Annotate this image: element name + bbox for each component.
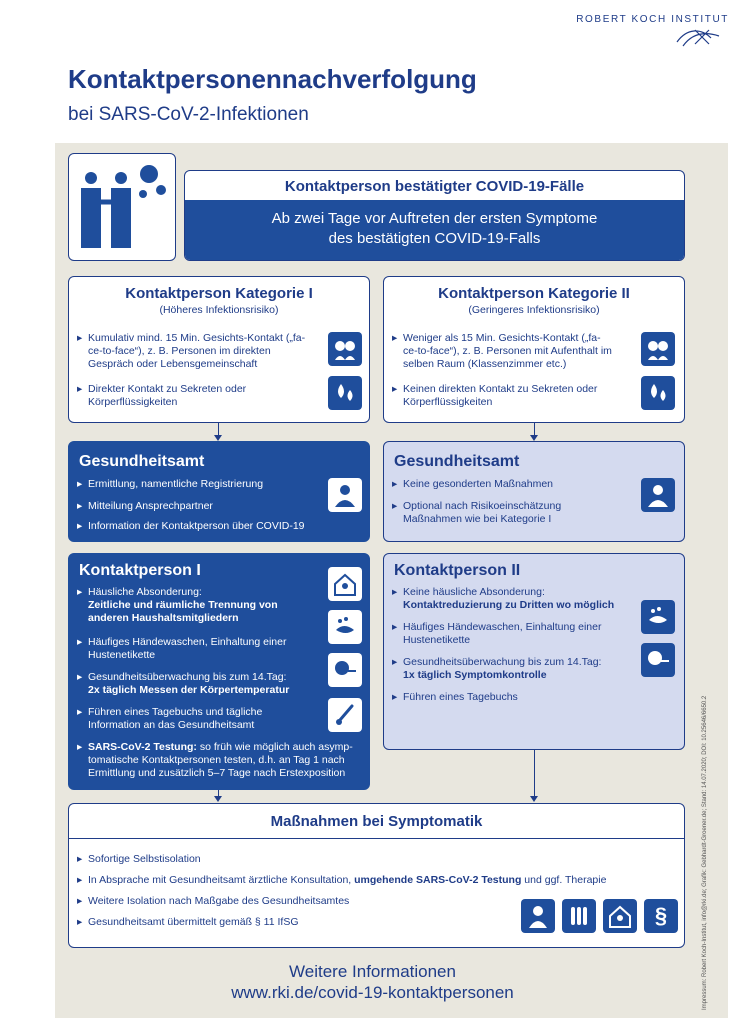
health-office-1-bullet-3: ▸ Information der Kontaktperson über COVID-19 bbox=[88, 520, 305, 533]
category-1-bullet-1-line-2: ce-to-face“), z. B. Personen im direkten bbox=[88, 345, 271, 357]
contact-person-2-bullet-2-line-2: Hustenetikette bbox=[403, 634, 471, 646]
category-2-box bbox=[383, 276, 685, 423]
contact-person-1-bullet-5-line-1: so früh wie möglich auch asymp- bbox=[196, 741, 353, 753]
contact-person-1-bullet-3 bbox=[88, 671, 328, 697]
category-2-title: Kontaktperson Kategorie II bbox=[438, 285, 630, 302]
handwashing-icon bbox=[328, 610, 362, 644]
contact-person-1-bullet-1-line-2: Zeitliche und räumliche Trennung von bbox=[88, 599, 278, 611]
symptoms-bullet-2-emphasis: umgehende SARS-CoV-2 Testung bbox=[354, 874, 522, 886]
contact-person-2-bullet-3-line-1: ▸ Gesundheitsüberwachung bis zum 14.Tag: bbox=[403, 656, 602, 668]
contact-person-1-bullet-5-line-2: tomatische Kontaktpersonen testen, d.h. an Tag 1 nach bbox=[88, 754, 345, 766]
officer-icon bbox=[328, 478, 362, 512]
arrow-head bbox=[214, 796, 222, 802]
symptoms-bullet-2-end: und ggf. Therapie bbox=[521, 874, 607, 886]
category-1-bullet-1 bbox=[88, 332, 328, 371]
health-office-2-title: Gesundheitsamt bbox=[394, 453, 520, 470]
contact-person-2-bullet-3 bbox=[403, 656, 643, 682]
officer-icon bbox=[641, 478, 675, 512]
category-1-bullet-1-line-3: Gespräch oder Lebensgemeinschaft bbox=[88, 358, 258, 370]
contact-person-1-bullet-3-line-1: ▸ Gesundheitsüberwachung bis zum 14.Tag: bbox=[88, 671, 287, 683]
top-box-band bbox=[185, 200, 684, 260]
arrow-head bbox=[530, 796, 538, 802]
contact-person-2-bullet-1-line-1: ▸ Keine häusliche Absonderung: bbox=[403, 586, 545, 598]
org-name: ROBERT KOCH INSTITUT bbox=[576, 14, 729, 25]
symptoms-box bbox=[68, 803, 685, 948]
contact-person-2-bullet-1 bbox=[403, 586, 643, 612]
category-2-bullet-2-line-1: ▸ Keinen direkten Kontakt zu Sekreten oder bbox=[403, 383, 598, 395]
contact-person-1-bullet-1-line-3: anderen Haushaltsmitgliedern bbox=[88, 612, 239, 624]
category-1-bullet-2-line-2: Körperflüssigkeiten bbox=[88, 396, 178, 408]
contact-person-1-bullet-1-line-1: ▸ Häusliche Absonderung: bbox=[88, 586, 202, 598]
footer-info-label: Weitere Informationen bbox=[289, 962, 456, 981]
handshake-icon bbox=[69, 154, 175, 260]
rki-logo-icon bbox=[675, 26, 723, 48]
contact-person-1-bullet-3-line-2: 2x täglich Messen der Körpertemperatur bbox=[88, 684, 290, 696]
health-office-1-title: Gesundheitsamt bbox=[79, 453, 205, 470]
contact-person-1-bullet-4-line-1: ▸ Führen eines Tagebuchs und tägliche bbox=[88, 706, 263, 718]
contact-person-2-bullet-1-line-2: Kontaktreduzierung zu Dritten wo möglich bbox=[403, 599, 615, 611]
category-1-subtitle: (Höheres Infektionsrisiko) bbox=[159, 304, 279, 316]
house-icon bbox=[328, 567, 362, 601]
droplets-icon bbox=[641, 376, 675, 410]
face-to-face-icon bbox=[328, 332, 362, 366]
category-2-bullet-1 bbox=[403, 332, 643, 371]
contact-person-1-bullet-2-line-1: ▸ Häufiges Händewaschen, Einhaltung einer bbox=[88, 636, 287, 648]
top-box bbox=[184, 170, 685, 261]
people-illustration bbox=[68, 153, 176, 261]
category-2-subtitle: (Geringeres Infektionsrisiko) bbox=[468, 304, 600, 316]
symptoms-bullet-3: ▸ Weitere Isolation nach Maßgabe des Gesundheitsamtes bbox=[88, 895, 349, 908]
contact-person-1-bullet-5-line-3: Ermittlung und zusätzlich 5–7 Tage nach Erstexposition bbox=[88, 767, 346, 779]
category-2-bullet-2-line-2: Körperflüssigkeiten bbox=[403, 396, 493, 408]
symptoms-title: Maßnahmen bei Symptomatik bbox=[270, 813, 483, 830]
contact-person-1-bullet-2 bbox=[88, 636, 328, 662]
top-box-line1: Ab zwei Tage vor Auftreten der ersten Symptome bbox=[271, 210, 598, 227]
symptoms-bullet-2 bbox=[88, 874, 648, 887]
coughing-icon bbox=[641, 643, 675, 677]
face-to-face-icon bbox=[641, 332, 675, 366]
contact-person-1-box bbox=[68, 553, 370, 790]
contact-person-1-bullet-4-line-2: Information an das Gesundheitsamt bbox=[88, 719, 255, 731]
thermometer-icon bbox=[328, 698, 362, 732]
category-1-bullet-2-line-1: ▸ Direkter Kontakt zu Sekreten oder bbox=[88, 383, 247, 395]
category-2-bullet-1-line-2: ce-to-face“), z. B. Personen mit Aufenthalt im bbox=[403, 345, 612, 357]
top-box-line2: des bestätigten COVID-19-Falls bbox=[328, 230, 541, 247]
arrow-line bbox=[218, 423, 219, 435]
contact-person-2-bullet-2 bbox=[403, 621, 643, 647]
category-1-bullet-2 bbox=[88, 383, 328, 409]
contact-person-1-bullet-2-line-2: Hustenetikette bbox=[88, 649, 156, 661]
health-office-2-bullet-1: ▸ Keine gesonderten Maßnahmen bbox=[403, 478, 553, 491]
arrow-line bbox=[534, 423, 535, 435]
category-2-bullet-1-line-1: ▸ Weniger als 15 Min. Gesichts-Kontakt („fa- bbox=[403, 332, 601, 344]
test-tubes-icon bbox=[562, 899, 596, 933]
contact-person-1-title: Kontaktperson I bbox=[79, 562, 201, 579]
contact-person-1-bullet-5-label: SARS-CoV-2 Testung: bbox=[88, 741, 197, 753]
arrow-line bbox=[534, 750, 535, 796]
symptoms-bullet-2-text: In Absprache mit Gesundheitsamt ärztliche Konsultation, bbox=[88, 874, 355, 886]
category-1-box bbox=[68, 276, 370, 423]
health-office-2-box bbox=[383, 441, 685, 542]
contact-person-2-box bbox=[383, 553, 685, 750]
contact-person-2-bullet-4: ▸ Führen eines Tagebuchs bbox=[403, 691, 518, 704]
health-office-1-bullet-2: ▸ Mitteilung Ansprechpartner bbox=[88, 500, 213, 513]
health-office-1-box bbox=[68, 441, 370, 542]
category-2-bullet-1-line-3: selben Raum (Klassenzimmer etc.) bbox=[403, 358, 567, 370]
house-icon bbox=[603, 899, 637, 933]
health-office-1-bullet-1: ▸ Ermittlung, namentliche Registrierung bbox=[88, 478, 263, 491]
health-office-2-bullet-2 bbox=[403, 500, 561, 526]
category-2-bullet-2 bbox=[403, 383, 643, 409]
contact-person-2-bullet-3-line-2: 1x täglich Symptomkontrolle bbox=[403, 669, 547, 681]
footer-link[interactable]: www.rki.de/covid-19-kontaktpersonen bbox=[231, 983, 514, 1002]
page-subtitle: bei SARS-CoV-2-Infektionen bbox=[68, 104, 309, 125]
contact-person-1-bullet-4 bbox=[88, 706, 328, 732]
paragraph-icon: § bbox=[644, 899, 678, 933]
contact-person-2-bullet-2-line-1: ▸ Häufiges Händewaschen, Einhaltung einer bbox=[403, 621, 602, 633]
category-1-bullet-1-line-1: ▸ Kumulativ mind. 15 Min. Gesichts-Kontakt („fa- bbox=[88, 332, 306, 344]
category-1-title: Kontaktperson Kategorie I bbox=[125, 285, 313, 302]
imprint-text: Impressum: Robert Koch-Institut, info@rki.de; Grafik: Gebhardt-Groener.de; Stand: 14.07.2020; DOI: 10.25646/6650.2 bbox=[702, 695, 708, 1010]
handwashing-icon bbox=[641, 600, 675, 634]
health-office-2-bullet-2-line-1: ▸ Optional nach Risikoeinschätzung bbox=[403, 500, 562, 512]
page-title: Kontaktpersonennachverfolgung bbox=[68, 64, 477, 94]
symptoms-bullet-1: ▸ Sofortige Selbstisolation bbox=[88, 853, 201, 866]
symptoms-bullet-4: ▸ Gesundheitsamt übermittelt gemäß § 11 IfSG bbox=[88, 916, 299, 929]
coughing-icon bbox=[328, 653, 362, 687]
doctor-icon bbox=[521, 899, 555, 933]
contact-person-2-title: Kontaktperson II bbox=[394, 562, 521, 579]
contact-person-1-bullet-5 bbox=[88, 741, 363, 780]
contact-person-1-bullet-1 bbox=[88, 586, 328, 625]
top-box-title: Kontaktperson bestätigter COVID-19-Fälle bbox=[284, 178, 585, 195]
droplets-icon bbox=[328, 376, 362, 410]
health-office-2-bullet-2-line-2: Maßnahmen wie bei Kategorie I bbox=[403, 513, 552, 525]
symptoms-header bbox=[69, 804, 684, 839]
